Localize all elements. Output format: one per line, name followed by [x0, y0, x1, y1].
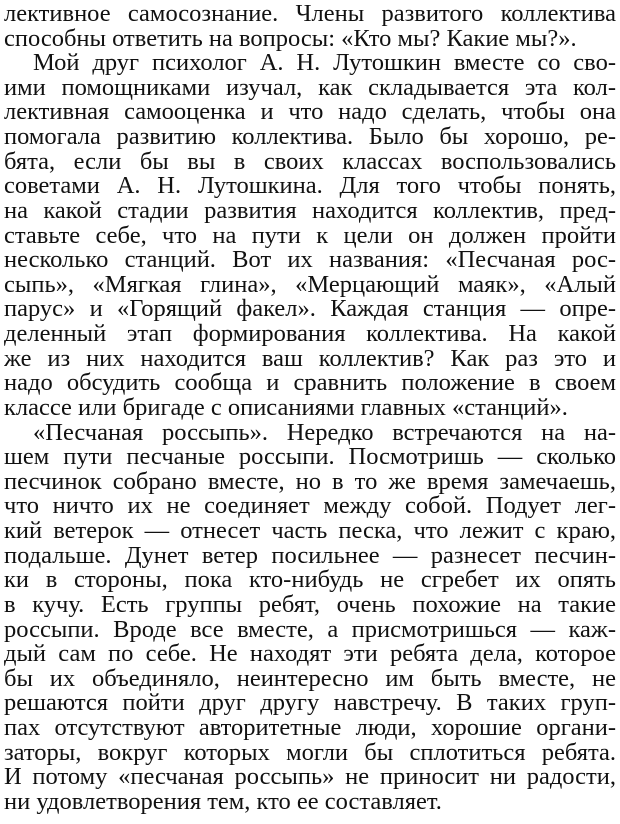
- text-line: надо обсудить сообща и сравнить положение в своем: [4, 369, 616, 397]
- text-line: в кучу. Есть группы ребят, очень похожие на такие: [4, 590, 616, 618]
- text-line: ставьте себе, что на пути к цели он должен пройти: [4, 221, 616, 249]
- book-page: [4, 0, 616, 824]
- text-line: что ничто их не соединяет между собой. Подует лег-: [4, 492, 616, 520]
- text-line: парус» и «Горящий факел». Каждая станция — опре-: [4, 295, 616, 323]
- text-line: бята, если бы вы в своих классах воспользовались: [4, 147, 616, 175]
- text-line: ими помощниками изучал, как складывается эта кол-: [4, 73, 616, 101]
- text-line: способны ответить на вопросы: «Кто мы? Какие мы?».: [4, 24, 577, 52]
- text-line: подальше. Дунет ветер посильнее — разнесет песчин-: [4, 541, 616, 569]
- text-line: лективная самооценка и что надо сделать, чтобы она: [4, 98, 616, 126]
- text-line: пах отсутствуют авторитетные люди, хорошие органи-: [4, 713, 616, 741]
- text-line: лективное самосознание. Члены развитого коллектива: [4, 0, 616, 27]
- text-line: несколько станций. Вот их названия: «Песчаная рос-: [4, 246, 616, 274]
- text-line: заторы, вокруг которых могли бы сплотиться ребята.: [4, 738, 616, 766]
- text-line: помогала развитию коллектива. Было бы хорошо, ре-: [4, 123, 616, 151]
- text-line: И потому «песчаная россыпь» не приносит ни радости,: [4, 763, 616, 791]
- text-line: бы их объединяло, неинтересно им быть вместе, не: [4, 664, 616, 692]
- text-line: ни удовлетворения тем, кто ее составляет.: [4, 787, 442, 815]
- text-line: на какой стадии развития находится коллектив, пред-: [4, 196, 616, 224]
- text-line: Мой друг психолог А. Н. Лутошкин вместе со сво-: [33, 49, 616, 77]
- text-line: песчинок собрано вместе, но в то же время замечаешь,: [4, 467, 616, 495]
- text-line: деленный этап формирования коллектива. На какой: [4, 320, 616, 348]
- text-line: «Песчаная россыпь». Нередко встречаются на на-: [33, 418, 616, 446]
- text-line: советами А. Н. Лутошкина. Для того чтобы понять,: [4, 172, 616, 200]
- text-line: же из них находится ваш коллектив? Как раз это и: [4, 344, 616, 372]
- text-line: сыпь», «Мягкая глина», «Мерцающий маяк», «Алый: [4, 270, 616, 298]
- text-line: ки в стороны, пока кто-нибудь не сгребет их опять: [4, 566, 616, 594]
- text-line: классе или бригаде с описаниями главных «станций».: [4, 393, 568, 421]
- text-line: решаются пойти друг другу навстречу. В таких груп-: [4, 689, 616, 717]
- text-line: дый сам по себе. Не находят эти ребята дела, которое: [4, 640, 616, 668]
- text-line: шем пути песчаные россыпи. Посмотришь — сколько: [4, 443, 616, 471]
- text-line: россыпи. Вроде все вместе, а присмотришься — каж-: [4, 615, 616, 643]
- text-line: кий ветерок — отнесет часть песка, что лежит с краю,: [4, 517, 616, 545]
